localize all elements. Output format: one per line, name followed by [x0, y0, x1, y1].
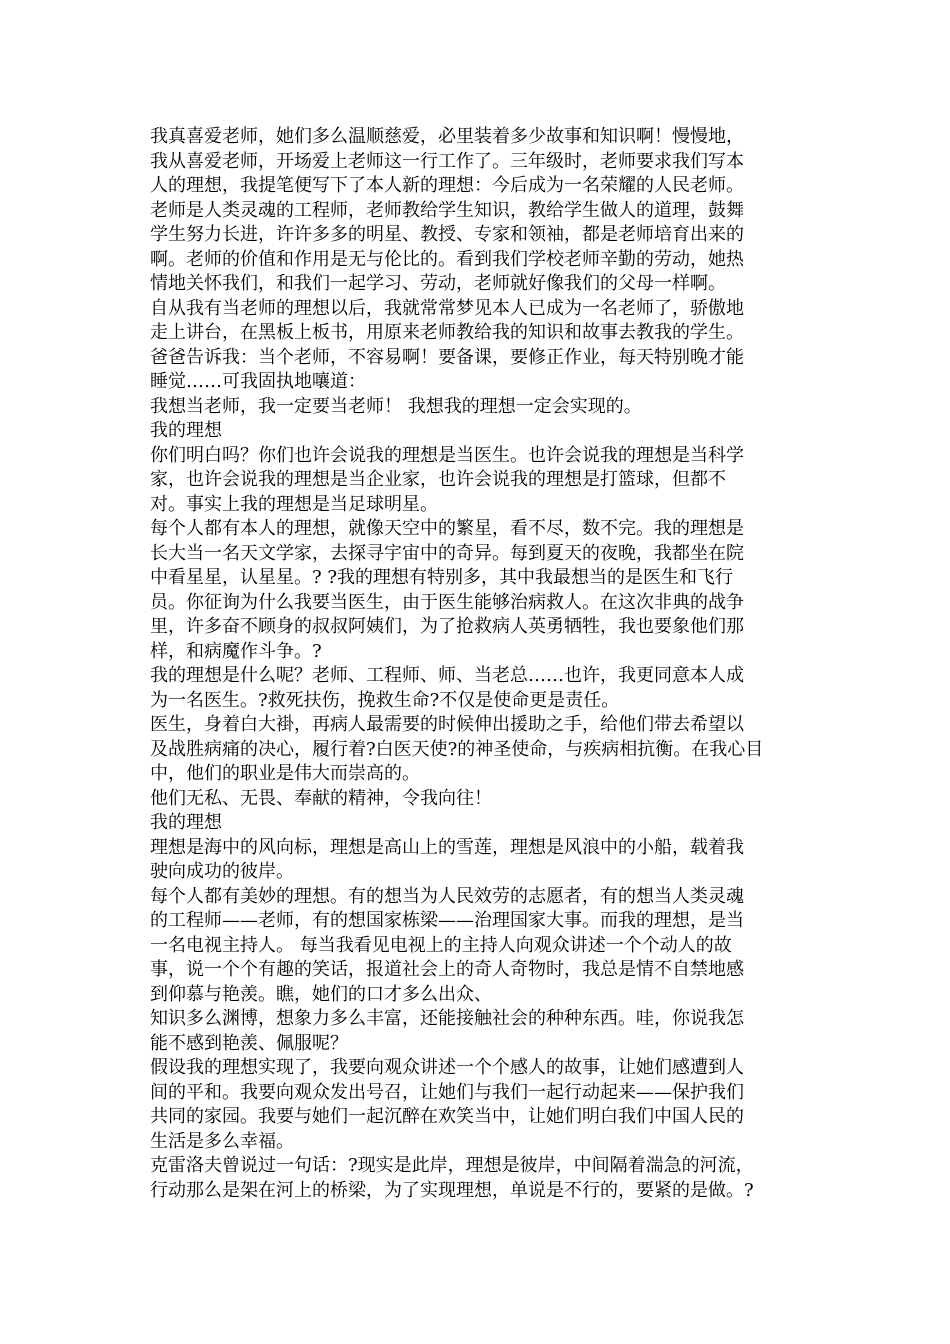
document-body [150, 125, 810, 1203]
paragraph-11: 理想是海中的风向标，理想是高山上的雪莲，理想是风浪中的小船，载着我 驶向成功的彼岸。 [150, 836, 744, 882]
paragraph-8: 我的理想是什么呢？老师、工程师、师、当老总……也许，我更同意本人成 为一名医生。?救死扶伤，挽救生命?不仅是使命更是责任。 [150, 665, 744, 711]
paragraph-10: 他们无私、无畏、奉献的精神，令我向往！ [150, 787, 492, 809]
paragraph-14: 假设我的理想实现了，我要向观众讲述一个个感人的故事，让她们感遭到人 间的平和。我要向观众发出号召，让她们与我们一起行动起来——保护我们 共同的家园。我要与她们一起沉醉在欢笑当中，让她们明白我们中国人民的 生活是多么幸福。 [150, 1057, 744, 1152]
section-heading-1: 我的理想 [150, 420, 222, 441]
paragraph-6: 你们明白吗？你们也许会说我的理想是当医生。也许会说我的理想是当科学 家，也许会说我的理想是当企业家，也许会说我的理想是打篮球，但都不 对。事实上我的理想是当足球明星。 [150, 444, 744, 515]
section-heading-2: 我的理想 [150, 812, 222, 833]
paragraph-7: 每个人都有本人的理想，就像天空中的繁星，看不尽，数不完。我的理想是 长大当一名天文学家，去探寻宇宙中的奇异。每到夏天的夜晚，我都坐在院 中看星星，认星星。? ?我的理想有特别多，其中我最想当的是医生和飞行 员。你征询为什么我要当医生，由于医生能够治病救人。在这次非典的战争 里，许多奋不顾身的叔叔阿姨们，为了抢救病人英勇牺牲，我也要象他们那 样，和病魔作斗争。? [150, 518, 744, 662]
paragraph-3: 自从我有当老师的理想以后，我就常常梦见本人已成为一名老师了，骄傲地 走上讲台，在黑板上板书，用原来老师教给我的知识和故事去教我的学生。 [150, 297, 744, 343]
paragraph-15: 克雷洛夫曾说过一句话：?现实是此岸，理想是彼岸，中间隔着湍急的河流， 行动那么是架在河上的桥梁，为了实现理想，单说是不行的，要紧的是做。? [150, 1155, 754, 1201]
paragraph-5: 我想当老师，我一定要当老师！ 我想我的理想一定会实现的。 [150, 395, 642, 417]
paragraph-13: 知识多么渊博，想象力多么丰富，还能接触社会的种种东西。哇，你说我怎 能不感到艳羡、佩服呢？ [150, 1008, 744, 1054]
paragraph-12: 每个人都有美妙的理想。有的想当为人民效劳的志愿者，有的想当人类灵魂 的工程师——老师，有的想国家栋梁——治理国家大事。而我的理想，是当 一名电视主持人。 每当我看见电视上的主持人向观众讲述一个个动人的故 事，说一个个有趣的笑话，报道社会上的奇人奇物时，我总是情不自禁地感 到仰慕与艳羡。瞧，她们的口才多么出众、 [150, 885, 744, 1005]
paragraph-2: 老师是人类灵魂的工程师，老师教给学生知识，教给学生做人的道理，鼓舞 学生努力长进，许许多多的明星、教授、专家和领袖，都是老师培育出来的 啊。老师的价值和作用是无与伦比的。看到我们学校老师辛勤的劳动，她热 情地关怀我们，和我们一起学习、劳动，老师就好像我们的父母一样啊。 [150, 199, 744, 294]
paragraph-4: 爸爸告诉我：当个老师，不容易啊！要备课，要修正作业，每天特别晚才能 睡觉……可我固执地嚷道： [150, 346, 744, 392]
paragraph-9: 医生，身着白大褂，再病人最需要的时候伸出援助之手，给他们带去希望以 及战胜病痛的决心，履行着?白医天使?的神圣使命，与疾病相抗衡。在我心目 中，他们的职业是伟大而崇高的。 [150, 714, 764, 784]
paragraph-1: 我真喜爱老师，她们多么温顺慈爱，必里装着多少故事和知识啊！慢慢地， 我从喜爱老师，开场爱上老师这一行工作了。三年级时，老师要求我们写本 人的理想，我提笔便写下了本人新的理想：今后成为一名荣耀的人民老师。 [150, 126, 744, 196]
